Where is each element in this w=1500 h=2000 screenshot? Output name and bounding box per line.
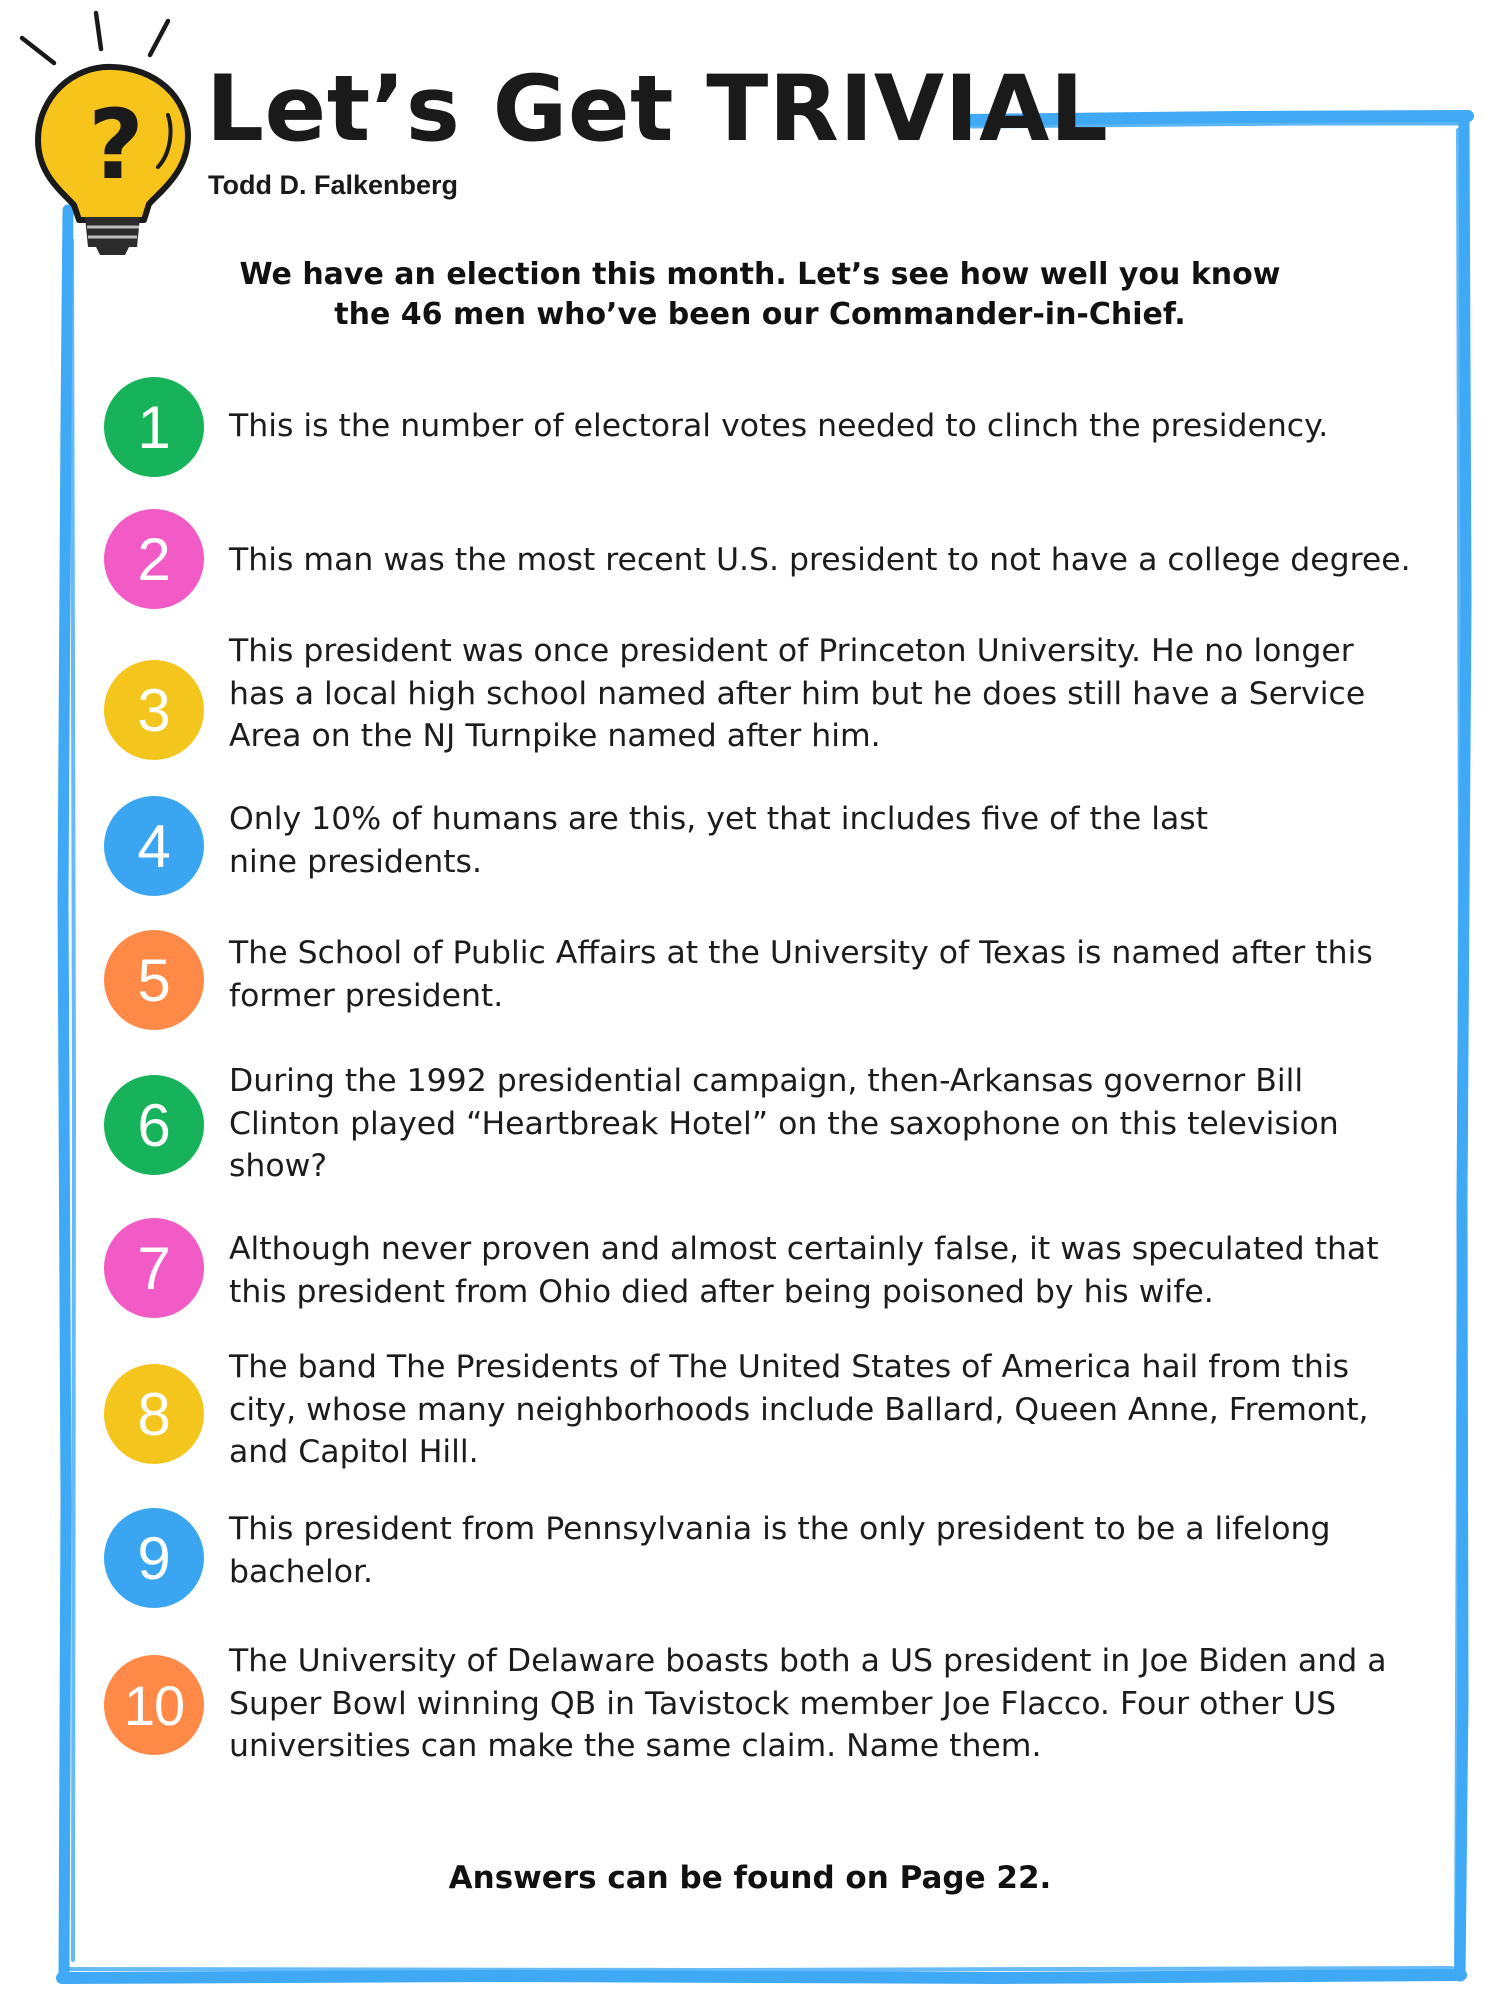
- intro-line: We have an election this month. Let’s see how well you know: [239, 257, 1281, 292]
- question-line: This is the number of electoral votes needed to clinch the presidency.: [229, 408, 1329, 444]
- question-text: [229, 1060, 1429, 1188]
- question-line: Clinton played “Heartbreak Hotel” on the saxophone on this television: [229, 1105, 1339, 1142]
- question-text: [229, 1640, 1429, 1768]
- question-line: universities can make the same claim. Name them.: [229, 1728, 1042, 1764]
- question-line: show?: [229, 1148, 328, 1184]
- question-text: [229, 1228, 1429, 1313]
- question-text: [229, 1508, 1429, 1593]
- question-number-badge: 8: [104, 1364, 204, 1464]
- question-line: The School of Public Affairs at the University of Texas is named after this: [229, 935, 1373, 971]
- question-number-badge: 10: [104, 1655, 204, 1755]
- question-number-badge: 2: [104, 509, 204, 609]
- lightbulb-question-icon: [8, 5, 198, 255]
- question-line: This president was once president of Princeton University. He no longer: [229, 633, 1354, 669]
- question-line: Although never proven and almost certainly false, it was speculated that: [229, 1231, 1379, 1267]
- question-line: this president from Ohio died after being poisoned by his wife.: [229, 1273, 1214, 1310]
- question-line: has a local high school named after him but he does still have a Service: [229, 675, 1366, 712]
- question-number-badge: 6: [104, 1075, 204, 1175]
- intro-text: [160, 255, 1360, 335]
- question-number-badge: 3: [104, 660, 204, 760]
- question-line: During the 1992 presidential campaign, then-Arkansas governor Bill: [229, 1063, 1304, 1099]
- question-line: former president.: [229, 977, 504, 1014]
- question-line: The University of Delaware boasts both a US president in Joe Biden and a: [229, 1643, 1387, 1679]
- question-text: [229, 630, 1429, 758]
- question-line: Only 10% of humans are this, yet that includes five of the last: [229, 801, 1209, 837]
- question-line: bachelor.: [229, 1553, 374, 1590]
- question-line: Area on the NJ Turnpike named after him.: [229, 718, 881, 754]
- author-byline: Todd D. Falkenberg: [208, 170, 459, 200]
- question-text: [229, 932, 1429, 1017]
- question-line: This president from Pennsylvania is the only president to be a lifelong: [229, 1511, 1331, 1547]
- answers-note: Answers can be found on Page 22.: [448, 1860, 1052, 1896]
- svg-text:?: ?: [88, 89, 144, 201]
- question-line: nine presidents.: [229, 843, 482, 880]
- question-line: This man was the most recent U.S. president to not have a college degree.: [229, 542, 1411, 578]
- question-line: The band The Presidents of The United States of America hail from this: [229, 1349, 1350, 1385]
- question-number-badge: 4: [104, 796, 204, 896]
- page-title: Let’s Get TRIVIAL: [206, 57, 1109, 162]
- question-number-badge: 9: [104, 1508, 204, 1608]
- question-number-badge: 5: [104, 930, 204, 1030]
- question-number-badge: 1: [104, 377, 204, 477]
- question-number-badge: 7: [104, 1218, 204, 1318]
- question-text: [229, 798, 1429, 883]
- question-text: [229, 539, 1429, 582]
- intro-line: the 46 men who’ve been our Commander-in-Chief.: [334, 297, 1186, 332]
- question-text: [229, 405, 1429, 448]
- question-line: city, whose many neighborhoods include Ballard, Queen Anne, Fremont,: [229, 1391, 1369, 1428]
- question-text: [229, 1346, 1429, 1474]
- question-line: Super Bowl winning QB in Tavistock member Joe Flacco. Four other US: [229, 1685, 1337, 1722]
- question-line: and Capitol Hill.: [229, 1434, 479, 1470]
